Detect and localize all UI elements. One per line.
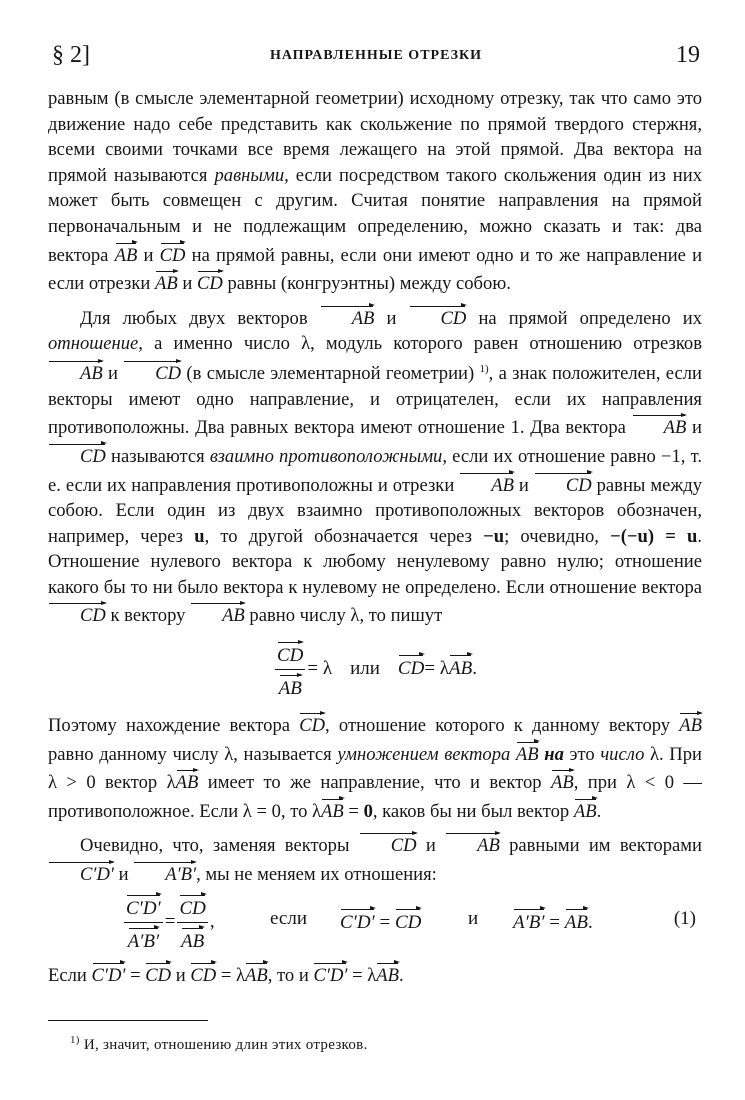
text: на прямой равны, если они имеют одно и то же направление и если отрезки: [48, 244, 703, 295]
conjunction: и: [468, 907, 479, 929]
equation-1: [48, 892, 702, 954]
text: и: [686, 417, 703, 439]
vector: A′B′: [128, 925, 160, 951]
text: и: [416, 835, 446, 857]
vector: CD: [409, 303, 467, 329]
text: на прямой определено их: [466, 307, 702, 329]
text: , то и: [267, 964, 314, 986]
text: равными им векторами: [499, 835, 702, 857]
vector: AB: [321, 796, 344, 822]
vector-u: −(−u) = u: [610, 525, 698, 547]
text: и: [513, 474, 534, 496]
vector: AB: [376, 960, 399, 986]
vector: AB: [565, 906, 588, 932]
text: = λ: [216, 964, 246, 986]
text: и: [113, 864, 134, 886]
term-multiplication: умножением вектора: [337, 743, 516, 765]
text: Если: [48, 964, 92, 986]
text: (в смысле элементарной геометрии): [181, 363, 480, 385]
vector: CD: [145, 960, 171, 986]
vector: C′D′: [92, 960, 126, 986]
text: называются: [105, 445, 210, 467]
text: равно данному числу λ, называется: [48, 743, 338, 765]
running-header: [52, 42, 700, 76]
vector: AB: [679, 710, 702, 736]
vector: C′D′: [126, 892, 161, 918]
paragraph-5: [48, 960, 702, 989]
vector: CD: [398, 652, 424, 678]
text: , отношение которого к данному вектору: [325, 715, 680, 737]
vector: AB: [176, 767, 199, 793]
vector: AB: [516, 739, 539, 765]
term-multiplication: на: [538, 743, 564, 765]
text: = λ: [307, 657, 333, 679]
text: =: [164, 910, 176, 932]
equation-fractions: [122, 892, 215, 953]
text: .: [587, 911, 593, 933]
vector: CD: [395, 906, 421, 932]
text: , каков бы ни был вектор: [372, 800, 574, 822]
text: равны (конгруэнтны) между собою.: [222, 273, 511, 295]
text: равно числу λ, то пишут: [244, 605, 443, 627]
text: , а знак положителен, если векторы имеют одно направление, и отрицателен, если их направления противоположны. Два равных вектора имеют отношение 1. Два вектора: [48, 363, 702, 439]
text: ; очевидно,: [504, 525, 611, 547]
text: =: [379, 911, 391, 933]
vector: C′D′: [313, 960, 347, 986]
text: =: [125, 964, 146, 986]
term-multiplication: число: [600, 743, 645, 765]
chapter-title: НАПРАВЛЕННЫЕ ОТРЕЗКИ: [269, 48, 483, 63]
text: если посредством такого скольжения один из них может быть совмещен с другим. Считая понятие направления на прямой первоначальным и не подлежащим определению, можно сказать и так: два вектора: [48, 164, 703, 266]
vector: CD: [299, 710, 325, 736]
vector: AB: [115, 240, 138, 266]
text: = λ: [347, 964, 377, 986]
text: , при λ < 0 — противоположное. Если λ = 0, то λ: [48, 772, 703, 822]
page-number: 19: [676, 42, 700, 68]
vector: AB: [155, 268, 178, 294]
text: = λ: [424, 657, 450, 679]
vector: AB: [245, 960, 268, 986]
text: к вектору: [105, 605, 191, 627]
footnote-text: И, значит, отношению длин этих отрезков.: [79, 1037, 368, 1053]
text: =: [549, 911, 560, 933]
vector: AB: [190, 600, 245, 626]
condition-word: если: [270, 907, 307, 929]
vector: A′B′: [133, 859, 196, 885]
vector: CD: [179, 892, 205, 918]
text: .: [596, 800, 602, 822]
vector: C′D′: [340, 906, 375, 932]
paragraph-4: [48, 830, 702, 887]
fraction: [124, 892, 163, 953]
equation-number: (1): [673, 907, 696, 929]
vector: AB: [320, 303, 375, 329]
text: =: [343, 800, 364, 822]
vector: CD: [123, 358, 181, 384]
footnote-divider: [48, 1020, 208, 1021]
vector: CD: [534, 470, 592, 496]
vector: A′B′: [513, 906, 545, 932]
paragraph-2: [48, 303, 702, 629]
term-opposite: взаимно противоположными,: [209, 445, 448, 467]
vector: CD: [160, 240, 186, 266]
zero-vector: 0: [363, 800, 373, 822]
text: или: [350, 657, 380, 679]
text: .: [472, 657, 477, 679]
page-body: [48, 86, 702, 988]
formula-ratio: [48, 639, 702, 700]
vector: CD: [48, 600, 106, 626]
vector: CD: [359, 830, 417, 856]
text: равны между собою. Если один из двух взаимно противоположных векторов обозначен, например, через: [48, 474, 702, 547]
footnote-mark: 1): [70, 1034, 80, 1046]
vector-u: u: [194, 525, 205, 547]
vector: CD: [48, 441, 106, 467]
vector: AB: [459, 470, 514, 496]
footnote: [70, 1034, 368, 1054]
text: это: [563, 743, 601, 765]
text: .: [398, 964, 404, 986]
fraction: [177, 892, 207, 953]
text: λ. При λ > 0 вектор λ: [48, 743, 702, 794]
vector: AB: [449, 652, 472, 678]
text: , то другой обозначается через: [204, 525, 484, 547]
term-ratio: отношение,: [48, 333, 143, 355]
vector: CD: [190, 960, 216, 986]
vector: AB: [551, 767, 574, 793]
vector: AB: [445, 830, 500, 856]
term-equal: равными,: [214, 164, 289, 186]
vector-u: −u: [483, 525, 505, 547]
text: . Отношение нулевого вектора к любому ненулевому равно нулю; отношение какого бы то ни было вектора к нулевому не определено. Если отношение вектора: [48, 525, 703, 598]
text: имеет то же направление, что и вектор: [198, 772, 551, 794]
text: если их отношение равно −1, т. е. если их направления противоположны и отрезки: [48, 445, 702, 496]
condition-b: [513, 906, 593, 934]
paragraph-1: [48, 86, 702, 297]
vector: AB: [181, 925, 204, 951]
text: и: [137, 244, 160, 266]
text: а именно число λ, модуль которого равен отношению отрезков: [142, 333, 702, 355]
text: и: [171, 964, 191, 986]
text: и: [374, 307, 409, 329]
vector: AB: [632, 412, 687, 438]
vector: CD: [277, 639, 303, 665]
text: , мы не меняем их отношения:: [196, 864, 437, 886]
paragraph-3: [48, 710, 702, 824]
text: Поэтому нахождение вектора: [48, 715, 300, 737]
text: и: [102, 363, 124, 385]
vector: C′D′: [48, 859, 114, 885]
vector: AB: [48, 358, 103, 384]
footnote-reference[interactable]: 1): [479, 362, 489, 375]
section-reference: § 2]: [52, 42, 90, 68]
vector: AB: [574, 796, 597, 822]
vector: CD: [197, 268, 223, 294]
text: и: [177, 273, 197, 295]
vector: AB: [279, 672, 302, 698]
condition-a: [340, 906, 421, 934]
text: Очевидно, что, заменяя векторы: [80, 835, 359, 857]
fraction: [275, 639, 305, 700]
text: равным (в смысле элементарной геометрии) исходному отрезку, так что само это движение надо себе представить как скольжение по прямой твердого стержня, всеми своими точками все время лежащего на этой прямой. Два вектора на прямой называются: [48, 88, 702, 186]
text: ,: [209, 910, 215, 932]
text: Для любых двух векторов: [80, 307, 320, 329]
